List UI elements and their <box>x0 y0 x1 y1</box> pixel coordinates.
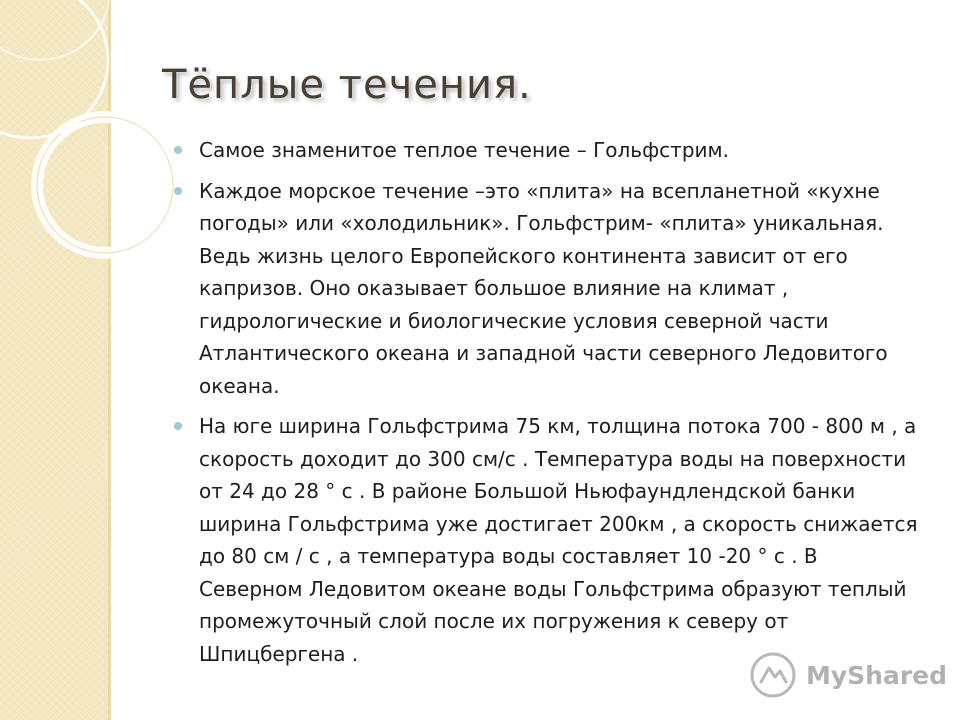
watermark <box>748 650 947 700</box>
bullet-text: На юге ширина Гольфстрима 75 км, толщина потока 700 - 800 м , а скорость доходит до 300 см/с . Температура воды на поверхности от 24 до 28 ° с . В районе Большой Ньюфаундлендской банки ширина Гольфстрима уже достигает 200км , а скорость снижается до 80 см / с , а температура воды составляет 10 -20 ° с . В Северном Ледовитом океане воды Гольфстрима образуют теплый промежуточный слой после их погружения к северу от Шпицбергена . <box>199 414 918 666</box>
list-item <box>174 410 926 670</box>
slide-title: Тёплые течения. <box>162 62 532 108</box>
list-item <box>174 175 926 403</box>
decorative-circles-icon <box>0 0 200 320</box>
bullet-text: Самое знаменитое теплое течение – Гольфстрим. <box>199 138 729 162</box>
bullet-icon <box>174 146 182 154</box>
bullet-icon <box>174 187 182 195</box>
myshared-logo-icon <box>748 650 798 700</box>
list-item <box>174 134 926 167</box>
watermark-text: MyShared <box>806 660 948 690</box>
bullet-icon <box>174 422 182 430</box>
bullet-list <box>174 134 926 678</box>
bullet-text: Каждое морское течение –это «плита» на всепланетной «кухне погоды» или «холодильник». Гольфстрим- «плита» уникальная. Ведь жизнь целого Европейского континента зависит от его капризов. Оно оказывает большое влияние на климат , гидрологические и биологические условия северной части Атлантического океана и западной части северного Ледовитого океана. <box>199 178 888 398</box>
